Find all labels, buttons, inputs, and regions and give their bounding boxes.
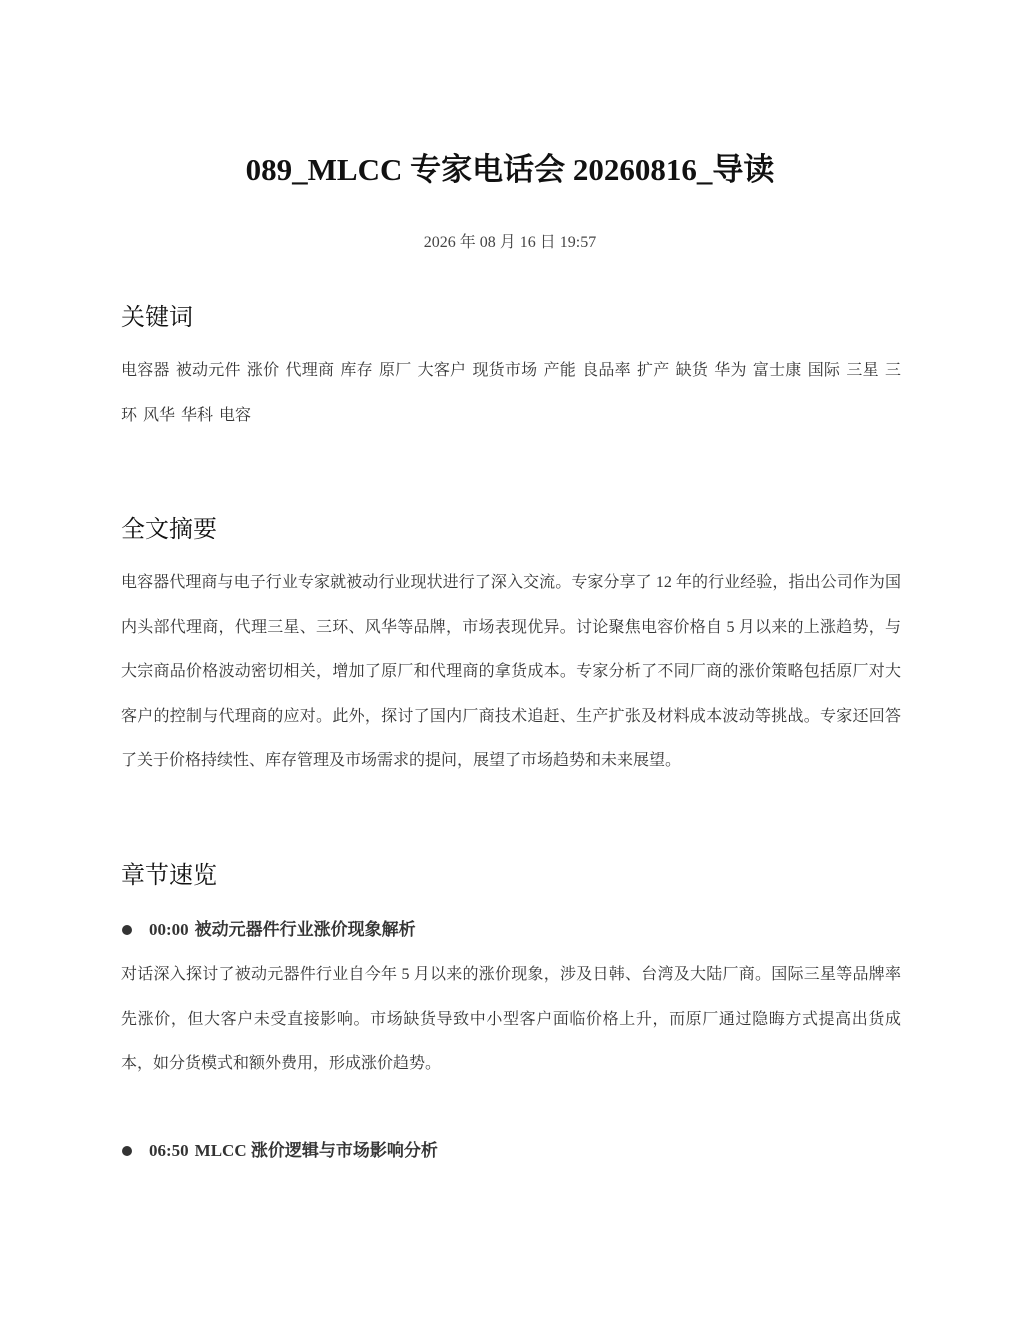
- summary-text: 电容器代理商与电子行业专家就被动行业现状进行了深入交流。专家分享了 12 年的行业经验，指出公司作为国内头部代理商，代理三星、三环、风华等品牌，市场表现优异。讨论聚焦电容价格自 5 月以来的上涨趋势，与大宗商品价格波动密切相关，增加了原厂和代理商的拿货成本。专家分析了不同厂商的涨价策略包括原厂对大客户的控制与代理商的应对。此外，探讨了国内厂商技术追赶、生产扩张及材料成本波动等挑战。专家还回答了关于价格持续性、库存管理及市场需求的提问，展望了市场趋势和未来展望。: [121, 574, 901, 769]
- chapter-timestamp: 00:00: [149, 920, 189, 939]
- bullet-icon: [122, 1146, 132, 1156]
- document-title: 089_MLCC 专家电话会 20260816_导读: [245, 152, 775, 187]
- chapter-title: [149, 917, 416, 943]
- chapter-timestamp: 06:50: [149, 1141, 189, 1160]
- document-date: 2026 年 08 月 16 日 19:57: [423, 234, 597, 251]
- chapter-item: [121, 917, 901, 943]
- chapter-description: 对话深入探讨了被动元器件行业自今年 5 月以来的涨价现象，涉及日韩、台湾及大陆厂商。国际三星等品牌率先涨价，但大客户未受直接影响。市场缺货导致中小型客户面临价格上升，而原厂通过隐晦方式提高出货成本，如分货模式和额外费用，形成涨价趋势。: [121, 966, 901, 1072]
- keywords-list: 电容器 被动元件 涨价 代理商 库存 原厂 大客户 现货市场 产能 良品率 扩产 缺货 华为 富士康 国际 三星 三环 风华 华科 电容: [121, 362, 901, 424]
- chapters-heading: 章节速览: [121, 863, 217, 889]
- chapter-title: [149, 1138, 438, 1164]
- keywords-heading: 关键词: [121, 305, 193, 331]
- bullet-icon: [122, 925, 132, 935]
- chapter-title-text: MLCC 涨价逻辑与市场影响分析: [194, 1141, 438, 1160]
- chapter-item: [121, 1138, 901, 1164]
- chapter-title-text: 被动元器件行业涨价现象解析: [194, 920, 416, 939]
- summary-heading: 全文摘要: [121, 517, 217, 543]
